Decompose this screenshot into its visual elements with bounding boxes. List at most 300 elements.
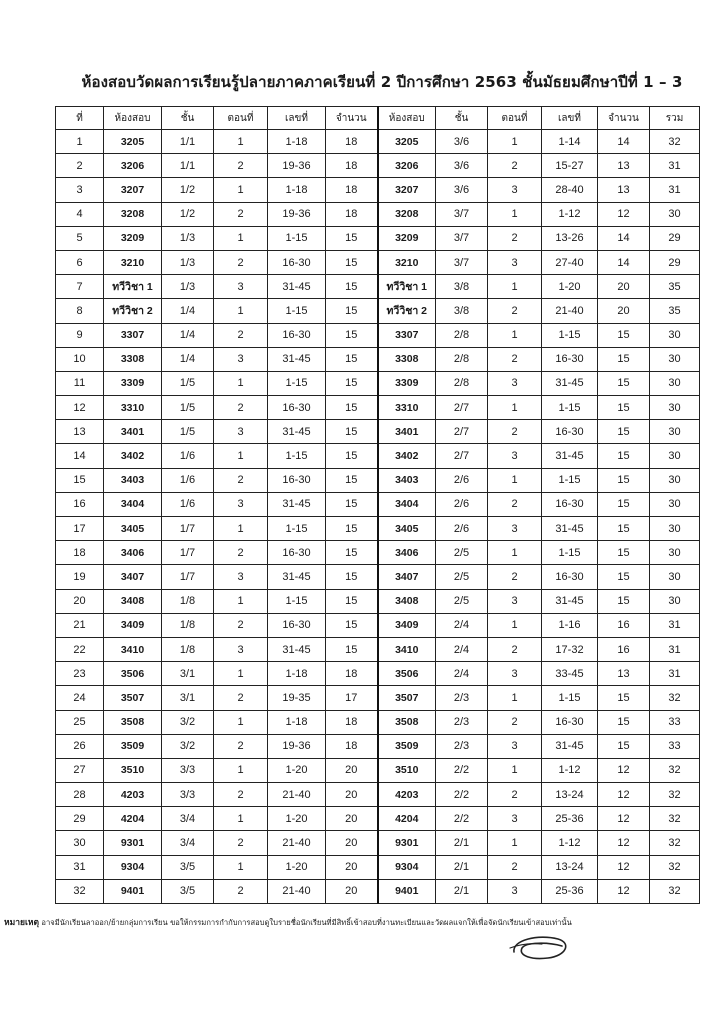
cell-row-no: 23 (56, 662, 104, 686)
cell-class-a: 1/7 (162, 565, 214, 589)
cell-section-b: 1 (488, 275, 542, 299)
cell-row-no: 31 (56, 855, 104, 879)
cell-numbers-b: 16-30 (542, 347, 598, 371)
cell-class-a: 1/8 (162, 589, 214, 613)
header-numbers-a: เลขที่ (268, 107, 326, 130)
table-body (56, 130, 700, 904)
cell-room-b: 4203 (378, 783, 436, 807)
cell-section-b: 1 (488, 323, 542, 347)
cell-numbers-a: 1-20 (268, 807, 326, 831)
cell-count-b: 15 (598, 565, 650, 589)
cell-room-a: 3405 (104, 517, 162, 541)
cell-class-a: 3/5 (162, 855, 214, 879)
cell-room-b: 3206 (378, 154, 436, 178)
table-row (56, 662, 700, 686)
cell-class-b: 2/1 (436, 855, 488, 879)
cell-class-a: 1/6 (162, 492, 214, 516)
cell-class-b: 2/8 (436, 347, 488, 371)
cell-count-a: 20 (326, 783, 378, 807)
cell-section-a: 2 (214, 468, 268, 492)
table-row (56, 879, 700, 903)
cell-total: 30 (650, 347, 700, 371)
cell-count-a: 18 (326, 154, 378, 178)
cell-count-a: 15 (326, 541, 378, 565)
cell-count-a: 20 (326, 758, 378, 782)
cell-section-a: 2 (214, 783, 268, 807)
cell-numbers-b: 16-30 (542, 710, 598, 734)
cell-count-b: 15 (598, 468, 650, 492)
cell-numbers-b: 28-40 (542, 178, 598, 202)
cell-count-b: 12 (598, 783, 650, 807)
table-row (56, 396, 700, 420)
cell-section-b: 2 (488, 637, 542, 661)
cell-row-no: 24 (56, 686, 104, 710)
cell-room-a: 3206 (104, 154, 162, 178)
cell-section-b: 1 (488, 758, 542, 782)
table-row (56, 202, 700, 226)
cell-numbers-a: 1-15 (268, 226, 326, 250)
cell-numbers-a: 1-15 (268, 444, 326, 468)
cell-row-no: 29 (56, 807, 104, 831)
cell-total: 32 (650, 831, 700, 855)
cell-count-a: 15 (326, 226, 378, 250)
table-row (56, 517, 700, 541)
footnote (4, 915, 720, 929)
cell-section-b: 1 (488, 396, 542, 420)
cell-count-b: 16 (598, 637, 650, 661)
cell-class-a: 3/1 (162, 686, 214, 710)
cell-class-a: 1/5 (162, 371, 214, 395)
cell-count-a: 18 (326, 202, 378, 226)
cell-numbers-a: 1-20 (268, 758, 326, 782)
cell-count-a: 20 (326, 831, 378, 855)
table-row (56, 807, 700, 831)
cell-numbers-b: 1-12 (542, 831, 598, 855)
cell-class-b: 2/1 (436, 879, 488, 903)
cell-class-a: 1/5 (162, 396, 214, 420)
cell-numbers-a: 31-45 (268, 420, 326, 444)
cell-numbers-b: 1-12 (542, 758, 598, 782)
cell-section-a: 2 (214, 396, 268, 420)
table-row (56, 613, 700, 637)
cell-room-a: 3309 (104, 371, 162, 395)
table-row (56, 758, 700, 782)
cell-numbers-b: 33-45 (542, 662, 598, 686)
cell-section-b: 2 (488, 226, 542, 250)
cell-section-a: 1 (214, 371, 268, 395)
cell-row-no: 18 (56, 541, 104, 565)
cell-total: 33 (650, 710, 700, 734)
cell-section-a: 2 (214, 250, 268, 274)
cell-numbers-b: 16-30 (542, 420, 598, 444)
cell-class-b: 2/6 (436, 517, 488, 541)
cell-numbers-b: 1-20 (542, 275, 598, 299)
table-header-row (56, 107, 700, 130)
cell-room-b: 3403 (378, 468, 436, 492)
cell-class-a: 1/5 (162, 420, 214, 444)
cell-numbers-a: 16-30 (268, 468, 326, 492)
cell-room-a: 3506 (104, 662, 162, 686)
header-class-b: ชั้น (436, 107, 488, 130)
cell-count-a: 20 (326, 807, 378, 831)
cell-numbers-b: 15-27 (542, 154, 598, 178)
cell-class-a: 1/6 (162, 468, 214, 492)
page-title: ห้องสอบวัดผลการเรียนรู้ปลายภาคภาคเรียนที่ 2 ปีการศึกษา 2563 ชั้นมัธยมศึกษาปีที่ 1 – 3 (81, 73, 683, 91)
cell-count-b: 15 (598, 686, 650, 710)
cell-row-no: 2 (56, 154, 104, 178)
cell-section-b: 3 (488, 371, 542, 395)
cell-class-b: 2/6 (436, 492, 488, 516)
cell-section-a: 1 (214, 710, 268, 734)
cell-room-b: ทวีวิชา 2 (378, 299, 436, 323)
cell-section-a: 1 (214, 758, 268, 782)
cell-room-b: 3410 (378, 637, 436, 661)
cell-class-b: 3/8 (436, 299, 488, 323)
cell-count-a: 15 (326, 250, 378, 274)
cell-room-b: 3209 (378, 226, 436, 250)
cell-numbers-a: 16-30 (268, 250, 326, 274)
cell-total: 32 (650, 130, 700, 154)
table-row (56, 154, 700, 178)
table-row (56, 323, 700, 347)
cell-numbers-b: 1-15 (542, 686, 598, 710)
cell-room-b: 3508 (378, 710, 436, 734)
cell-room-a: 3406 (104, 541, 162, 565)
cell-section-b: 1 (488, 613, 542, 637)
cell-total: 35 (650, 275, 700, 299)
cell-section-a: 2 (214, 154, 268, 178)
cell-class-a: 1/4 (162, 299, 214, 323)
cell-numbers-a: 21-40 (268, 831, 326, 855)
cell-row-no: 12 (56, 396, 104, 420)
cell-numbers-b: 13-26 (542, 226, 598, 250)
cell-section-a: 1 (214, 589, 268, 613)
cell-room-a: 3307 (104, 323, 162, 347)
cell-room-a: 4204 (104, 807, 162, 831)
cell-class-b: 2/8 (436, 371, 488, 395)
table-row (56, 589, 700, 613)
cell-numbers-a: 1-18 (268, 130, 326, 154)
cell-row-no: 28 (56, 783, 104, 807)
cell-numbers-b: 31-45 (542, 734, 598, 758)
cell-row-no: 32 (56, 879, 104, 903)
cell-section-b: 3 (488, 734, 542, 758)
cell-total: 32 (650, 807, 700, 831)
cell-row-no: 4 (56, 202, 104, 226)
cell-row-no: 11 (56, 371, 104, 395)
cell-room-b: 4204 (378, 807, 436, 831)
cell-numbers-a: 21-40 (268, 879, 326, 903)
cell-room-a: 9304 (104, 855, 162, 879)
footnote-label: หมายเหตุ (4, 918, 39, 928)
cell-room-b: 3210 (378, 250, 436, 274)
cell-total: 30 (650, 396, 700, 420)
cell-class-b: 2/3 (436, 686, 488, 710)
cell-section-a: 1 (214, 226, 268, 250)
cell-row-no: 7 (56, 275, 104, 299)
table-row (56, 130, 700, 154)
cell-class-b: 2/6 (436, 468, 488, 492)
cell-count-b: 15 (598, 444, 650, 468)
cell-section-b: 3 (488, 879, 542, 903)
cell-numbers-b: 16-30 (542, 492, 598, 516)
cell-count-b: 15 (598, 347, 650, 371)
cell-count-b: 12 (598, 831, 650, 855)
cell-section-a: 1 (214, 178, 268, 202)
cell-numbers-a: 31-45 (268, 492, 326, 516)
cell-section-a: 2 (214, 613, 268, 637)
cell-section-a: 1 (214, 130, 268, 154)
cell-room-b: 3405 (378, 517, 436, 541)
cell-count-a: 15 (326, 517, 378, 541)
cell-row-no: 26 (56, 734, 104, 758)
cell-count-b: 12 (598, 879, 650, 903)
cell-section-b: 1 (488, 686, 542, 710)
cell-room-a: 3403 (104, 468, 162, 492)
table-row (56, 492, 700, 516)
cell-class-b: 2/3 (436, 734, 488, 758)
cell-count-b: 15 (598, 492, 650, 516)
header-numbers-b: เลขที่ (542, 107, 598, 130)
cell-section-b: 1 (488, 202, 542, 226)
table-row (56, 831, 700, 855)
cell-section-a: 3 (214, 637, 268, 661)
cell-numbers-b: 1-16 (542, 613, 598, 637)
cell-class-a: 1/8 (162, 637, 214, 661)
cell-row-no: 10 (56, 347, 104, 371)
cell-count-b: 14 (598, 130, 650, 154)
cell-numbers-b: 31-45 (542, 589, 598, 613)
cell-class-b: 2/4 (436, 662, 488, 686)
cell-section-b: 2 (488, 299, 542, 323)
cell-numbers-a: 19-36 (268, 154, 326, 178)
cell-room-b: 3401 (378, 420, 436, 444)
cell-count-b: 12 (598, 202, 650, 226)
table-row (56, 250, 700, 274)
cell-room-b: 9401 (378, 879, 436, 903)
cell-numbers-a: 31-45 (268, 347, 326, 371)
table-row (56, 420, 700, 444)
cell-count-b: 15 (598, 396, 650, 420)
cell-room-b: 3509 (378, 734, 436, 758)
cell-count-a: 17 (326, 686, 378, 710)
cell-count-a: 20 (326, 879, 378, 903)
cell-total: 31 (650, 178, 700, 202)
cell-row-no: 21 (56, 613, 104, 637)
cell-total: 30 (650, 202, 700, 226)
cell-row-no: 13 (56, 420, 104, 444)
cell-section-a: 1 (214, 662, 268, 686)
cell-count-a: 18 (326, 178, 378, 202)
cell-room-a: 3208 (104, 202, 162, 226)
cell-row-no: 27 (56, 758, 104, 782)
cell-numbers-a: 16-30 (268, 613, 326, 637)
cell-total: 33 (650, 734, 700, 758)
cell-class-a: 3/2 (162, 710, 214, 734)
header-class-a: ชั้น (162, 107, 214, 130)
cell-count-b: 15 (598, 710, 650, 734)
cell-section-b: 2 (488, 855, 542, 879)
cell-room-b: 3310 (378, 396, 436, 420)
cell-count-b: 14 (598, 226, 650, 250)
cell-section-b: 2 (488, 347, 542, 371)
cell-count-a: 15 (326, 589, 378, 613)
cell-numbers-a: 21-40 (268, 783, 326, 807)
cell-room-a: 3205 (104, 130, 162, 154)
cell-count-a: 18 (326, 662, 378, 686)
cell-total: 30 (650, 541, 700, 565)
cell-count-a: 15 (326, 347, 378, 371)
cell-row-no: 15 (56, 468, 104, 492)
cell-section-a: 3 (214, 347, 268, 371)
cell-count-b: 20 (598, 275, 650, 299)
cell-section-a: 2 (214, 202, 268, 226)
cell-room-b: 3409 (378, 613, 436, 637)
table-row (56, 855, 700, 879)
cell-total: 32 (650, 686, 700, 710)
cell-class-b: 3/7 (436, 250, 488, 274)
cell-numbers-a: 1-15 (268, 517, 326, 541)
cell-section-b: 2 (488, 783, 542, 807)
cell-class-b: 3/7 (436, 202, 488, 226)
cell-section-b: 2 (488, 420, 542, 444)
cell-count-b: 15 (598, 371, 650, 395)
cell-row-no: 14 (56, 444, 104, 468)
cell-total: 29 (650, 250, 700, 274)
cell-total: 30 (650, 444, 700, 468)
cell-section-b: 1 (488, 831, 542, 855)
cell-section-a: 2 (214, 879, 268, 903)
cell-class-a: 1/2 (162, 202, 214, 226)
cell-numbers-a: 19-35 (268, 686, 326, 710)
cell-numbers-b: 1-15 (542, 541, 598, 565)
cell-class-b: 2/7 (436, 396, 488, 420)
cell-section-a: 2 (214, 541, 268, 565)
cell-section-b: 1 (488, 130, 542, 154)
cell-class-b: 2/5 (436, 541, 488, 565)
cell-count-a: 18 (326, 734, 378, 758)
cell-room-a: 3407 (104, 565, 162, 589)
cell-numbers-b: 31-45 (542, 444, 598, 468)
cell-row-no: 17 (56, 517, 104, 541)
cell-total: 32 (650, 783, 700, 807)
cell-class-a: 1/7 (162, 517, 214, 541)
cell-count-b: 13 (598, 662, 650, 686)
cell-numbers-a: 1-18 (268, 662, 326, 686)
cell-row-no: 1 (56, 130, 104, 154)
cell-room-a: 3310 (104, 396, 162, 420)
cell-numbers-b: 16-30 (542, 565, 598, 589)
cell-section-b: 3 (488, 662, 542, 686)
cell-room-a: 3401 (104, 420, 162, 444)
cell-class-b: 2/7 (436, 444, 488, 468)
cell-class-b: 2/4 (436, 613, 488, 637)
cell-room-b: 3208 (378, 202, 436, 226)
cell-row-no: 22 (56, 637, 104, 661)
table-row (56, 444, 700, 468)
cell-class-b: 3/6 (436, 130, 488, 154)
cell-room-b: 3406 (378, 541, 436, 565)
cell-row-no: 30 (56, 831, 104, 855)
header-total: รวม (650, 107, 700, 130)
cell-count-a: 15 (326, 299, 378, 323)
cell-room-b: 3404 (378, 492, 436, 516)
cell-numbers-b: 1-14 (542, 130, 598, 154)
cell-section-a: 1 (214, 807, 268, 831)
cell-room-a: 3402 (104, 444, 162, 468)
cell-count-b: 15 (598, 541, 650, 565)
cell-total: 31 (650, 662, 700, 686)
cell-count-b: 12 (598, 855, 650, 879)
header-room-a: ห้องสอบ (104, 107, 162, 130)
cell-count-b: 15 (598, 323, 650, 347)
cell-numbers-a: 1-15 (268, 371, 326, 395)
cell-section-b: 3 (488, 444, 542, 468)
cell-row-no: 5 (56, 226, 104, 250)
cell-section-a: 3 (214, 565, 268, 589)
cell-section-a: 2 (214, 323, 268, 347)
cell-total: 30 (650, 420, 700, 444)
cell-section-a: 3 (214, 420, 268, 444)
cell-count-b: 15 (598, 420, 650, 444)
signature-mark (508, 930, 574, 964)
cell-room-b: 3308 (378, 347, 436, 371)
cell-room-b: 9304 (378, 855, 436, 879)
cell-room-b: 3307 (378, 323, 436, 347)
cell-class-a: 3/4 (162, 807, 214, 831)
cell-section-a: 1 (214, 299, 268, 323)
cell-section-a: 1 (214, 517, 268, 541)
cell-total: 30 (650, 323, 700, 347)
cell-room-b: 3309 (378, 371, 436, 395)
cell-section-b: 1 (488, 541, 542, 565)
cell-room-a: 3409 (104, 613, 162, 637)
cell-count-a: 15 (326, 420, 378, 444)
cell-room-a: 3509 (104, 734, 162, 758)
cell-numbers-a: 16-30 (268, 323, 326, 347)
cell-room-b: 9301 (378, 831, 436, 855)
cell-count-a: 15 (326, 565, 378, 589)
table-row (56, 637, 700, 661)
cell-class-a: 3/3 (162, 783, 214, 807)
table-row (56, 783, 700, 807)
cell-section-b: 3 (488, 250, 542, 274)
cell-class-b: 2/2 (436, 758, 488, 782)
header-section-b: ตอนที่ (488, 107, 542, 130)
cell-class-a: 1/1 (162, 130, 214, 154)
cell-section-a: 2 (214, 734, 268, 758)
cell-numbers-a: 1-18 (268, 710, 326, 734)
cell-row-no: 20 (56, 589, 104, 613)
cell-row-no: 3 (56, 178, 104, 202)
cell-count-a: 15 (326, 492, 378, 516)
cell-total: 31 (650, 154, 700, 178)
cell-class-b: 2/5 (436, 589, 488, 613)
cell-row-no: 25 (56, 710, 104, 734)
cell-total: 35 (650, 299, 700, 323)
cell-numbers-a: 31-45 (268, 637, 326, 661)
cell-count-a: 15 (326, 323, 378, 347)
table-row (56, 565, 700, 589)
cell-total: 31 (650, 613, 700, 637)
cell-room-a: 3308 (104, 347, 162, 371)
cell-room-b: 3407 (378, 565, 436, 589)
cell-count-b: 15 (598, 517, 650, 541)
cell-numbers-b: 21-40 (542, 299, 598, 323)
cell-room-b: 3506 (378, 662, 436, 686)
cell-section-a: 2 (214, 686, 268, 710)
cell-total: 32 (650, 758, 700, 782)
